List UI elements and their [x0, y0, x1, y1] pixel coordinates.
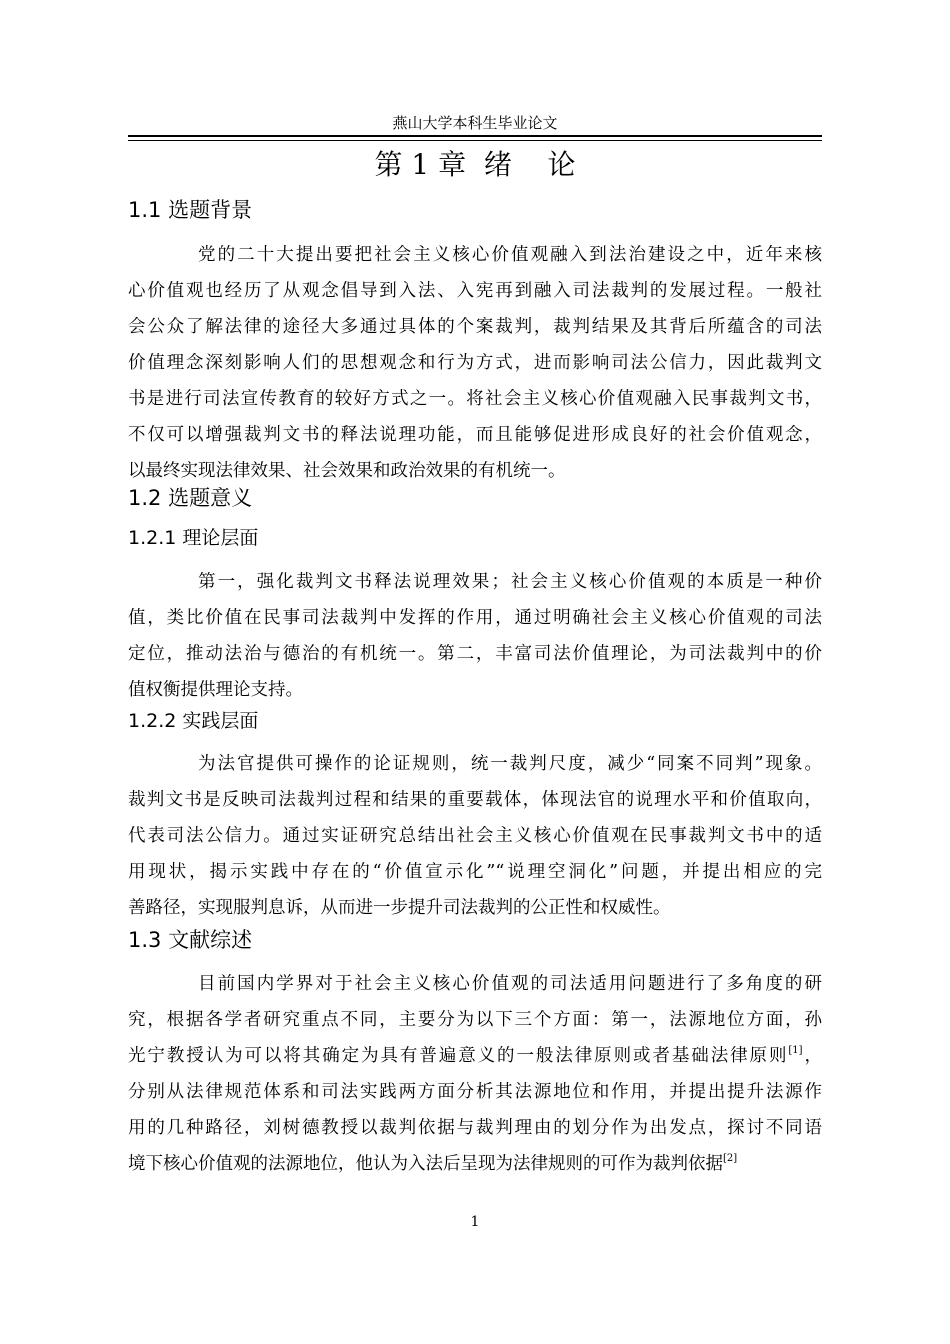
section-heading-1-2: 1.2 选题意义	[128, 486, 253, 510]
paragraph-background	[128, 237, 822, 489]
text-line: 代表司法公信力。通过实证研究总结出社会主义核心价值观在民事裁判文书中的适	[128, 826, 822, 846]
text-line: 心价值观也经历了从观念倡导到入法、入宪再到融入司法裁判的发展过程。一般社	[128, 281, 822, 301]
paragraph-theory	[128, 564, 822, 708]
section-heading-1-3: 1.3 文献综述	[128, 928, 253, 952]
text-line: 裁判文书是反映司法裁判过程和结果的重要载体，体现法官的说理水平和价值取向，	[128, 790, 822, 810]
header-rule-thin	[128, 140, 822, 141]
text-line: 书是进行司法宣传教育的较好方式之一。将社会主义核心价值观融入民事裁判文书，	[128, 389, 822, 409]
text-segment: ，	[802, 1046, 823, 1066]
subsection-heading-1-2-2: 1.2.2 实践层面	[128, 710, 259, 732]
chapter-title: 第 1 章 绪 论	[374, 148, 576, 181]
text-line: 第一，强化裁判文书释法说理效果；社会主义核心价值观的本质是一种价	[198, 572, 822, 592]
text-line-with-citation	[128, 1146, 822, 1182]
text-line: 不仅可以增强裁判文书的释法说理功能，而且能够促进形成良好的社会价值观念，	[128, 425, 822, 445]
section-heading-1-1: 1.1 选题背景	[128, 198, 253, 222]
text-line: 值，类比价值在民事司法裁判中发挥的作用，通过明确社会主义核心价值观的司法	[128, 608, 822, 628]
text-line: 党的二十大提出要把社会主义核心价值观融入到法治建设之中，近年来核	[198, 245, 822, 265]
text-line: 用现状，揭示实践中存在的“价值宣示化”“说理空洞化”问题，并提出相应的完	[128, 862, 822, 882]
text-segment: 光宁教授认为可以将其确定为具有普遍意义的一般法律原则或者基础法律原则	[128, 1046, 789, 1066]
page-number: 1	[470, 1214, 480, 1230]
text-line: 善路径，实现服判息诉，从而进一步提升司法裁判的公正性和权威性。	[128, 898, 671, 918]
running-header: 燕山大学本科生毕业论文	[392, 114, 558, 132]
header-rule-thick	[128, 135, 822, 137]
text-line: 以最终实现法律效果、社会效果和政治效果的有机统一。	[128, 461, 566, 481]
paragraph-literature-review	[128, 966, 822, 1182]
text-line-with-citation	[128, 1038, 822, 1074]
text-line: 价值理念深刻影响人们的思想观念和行为方式，进而影响司法公信力，因此裁判文	[128, 353, 822, 373]
text-line: 用的几种路径，刘树德教授以裁判依据与裁判理由的划分作为出发点，探讨不同语	[128, 1118, 822, 1138]
citation-ref-1[interactable]: [1]	[788, 1045, 803, 1056]
text-line: 会公众了解法律的途径大多通过具体的个案裁判，裁判结果及其背后所蕴含的司法	[128, 317, 822, 337]
text-line: 为法官提供可操作的论证规则，统一裁判尺度，减少“同案不同判”现象。	[198, 754, 822, 774]
text-line: 值权衡提供理论支持。	[128, 680, 303, 700]
text-line: 定位，推动法治与德治的有机统一。第二，丰富司法价值理论，为司法裁判中的价	[128, 644, 822, 664]
subsection-heading-1-2-1: 1.2.1 理论层面	[128, 527, 259, 549]
paragraph-practice	[128, 746, 822, 926]
text-line: 究，根据各学者研究重点不同，主要分为以下三个方面：第一，法源地位方面，孙	[128, 1010, 822, 1030]
text-segment: 境下核心价值观的法源地位，他认为入法后呈现为法律规则的可作为裁判依据	[128, 1154, 723, 1174]
text-line: 分别从法律规范体系和司法实践两方面分析其法源地位和作用，并提出提升法源作	[128, 1082, 822, 1102]
text-line: 目前国内学界对于社会主义核心价值观的司法适用问题进行了多角度的研	[198, 974, 822, 994]
citation-ref-2[interactable]: [2]	[723, 1153, 738, 1164]
